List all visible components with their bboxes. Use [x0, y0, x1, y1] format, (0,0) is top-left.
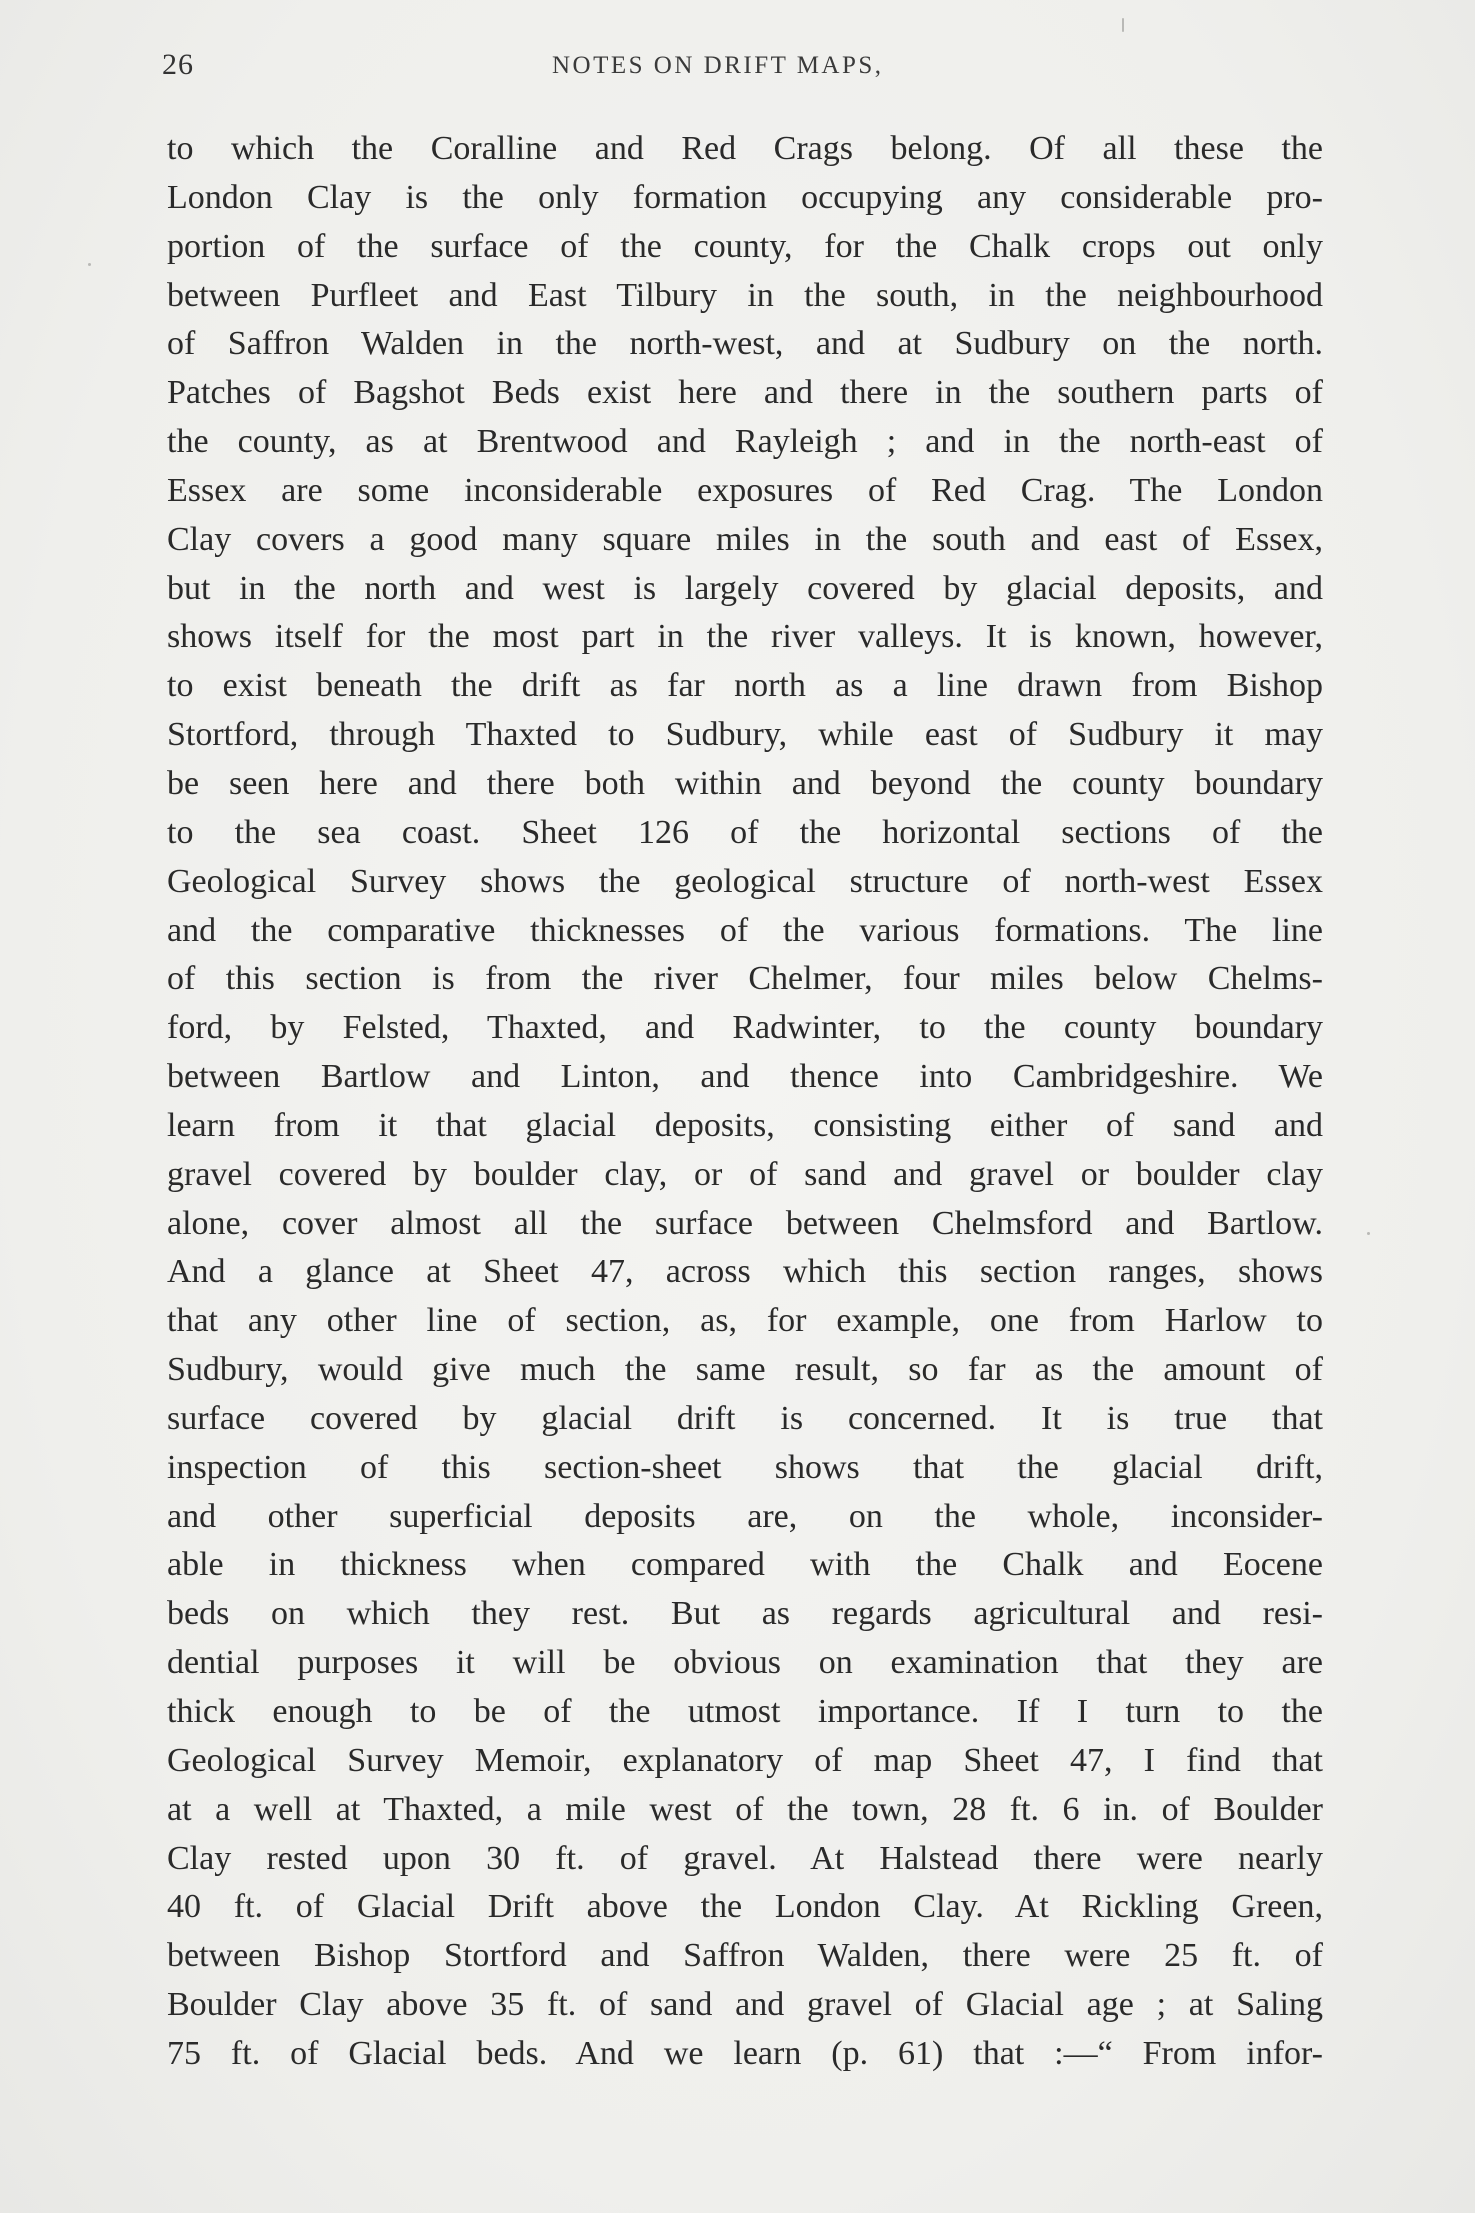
text-line: the county, as at Brentwood and Rayleigh ; and in the north-east of: [167, 423, 1323, 461]
text-line: thick enough to be of the utmost importance. If I turn to the: [167, 1693, 1323, 1730]
text-line: London Clay is the only formation occupying any considerable pro-: [167, 178, 1323, 216]
text-line: surface covered by glacial drift is concerned. It is true that: [167, 1399, 1323, 1437]
text-line: between Bishop Stortford and Saffron Walden, there were 25 ft. of: [167, 1937, 1323, 1975]
text-line: at a well at Thaxted, a mile west of the town, 28 ft. 6 in. of Boulder: [167, 1790, 1323, 1828]
text-line: Clay rested upon 30 ft. of gravel. At Halstead there were nearly: [167, 1839, 1323, 1877]
text-line: gravel covered by boulder clay, or of sand and gravel or boulder clay: [167, 1155, 1323, 1193]
text-line: Boulder Clay above 35 ft. of sand and gravel of Glacial age ; at Saling: [167, 1986, 1323, 2024]
text-line: Geological Survey Memoir, explanatory of map Sheet 47, I find that: [167, 1741, 1323, 1779]
text-line: and the comparative thicknesses of the various formations. The line: [167, 911, 1323, 949]
text-line: Geological Survey shows the geological structure of north-west Essex: [167, 862, 1323, 900]
page-header: [162, 48, 1322, 88]
text-line: portion of the surface of the county, for the Chalk crops out only: [167, 227, 1323, 265]
text-line: and other superficial deposits are, on the whole, inconsider-: [167, 1497, 1323, 1535]
body-paragraph: [167, 125, 1323, 2079]
paper-speck: [88, 263, 91, 266]
text-line: between Bartlow and Linton, and thence into Cambridgeshire. We: [167, 1058, 1323, 1096]
text-line: Clay covers a good many square miles in the south and east of Essex,: [167, 520, 1323, 558]
text-line: of Saffron Walden in the north-west, and at Sudbury on the north.: [167, 325, 1323, 363]
text-line: And a glance at Sheet 47, across which this section ranges, shows: [167, 1253, 1323, 1291]
text-line: learn from it that glacial deposits, consisting either of sand and: [167, 1106, 1323, 1144]
text-line: ford, by Felsted, Thaxted, and Radwinter, to the county boundary: [167, 1009, 1323, 1047]
page-number: 26: [162, 48, 194, 81]
text-line: to which the Coralline and Red Crags belong. Of all these the: [167, 130, 1323, 167]
text-line: Essex are some inconsiderable exposures of Red Crag. The London: [167, 471, 1323, 509]
text-line: but in the north and west is largely covered by glacial deposits, and: [167, 569, 1323, 607]
paper-speck: [1367, 1232, 1370, 1235]
text-line: 75 ft. of Glacial beds. And we learn (p. 61) that :—“ From infor-: [167, 2034, 1323, 2072]
text-line: between Purfleet and East Tilbury in the south, in the neighbourhood: [167, 276, 1323, 314]
text-line: beds on which they rest. But as regards agricultural and resi-: [167, 1595, 1323, 1633]
text-line: able in thickness when compared with the Chalk and Eocene: [167, 1546, 1323, 1584]
text-line: to the sea coast. Sheet 126 of the horizontal sections of the: [167, 813, 1323, 851]
paper-speck: [1122, 18, 1124, 32]
text-line: alone, cover almost all the surface between Chelmsford and Bartlow.: [167, 1204, 1323, 1242]
text-line: be seen here and there both within and beyond the county boundary: [167, 764, 1323, 802]
text-line: inspection of this section-sheet shows that the glacial drift,: [167, 1448, 1323, 1486]
text-line: 40 ft. of Glacial Drift above the London Clay. At Rickling Green,: [167, 1888, 1323, 1926]
text-line: dential purposes it will be obvious on examination that they are: [167, 1644, 1323, 1682]
text-line: Stortford, through Thaxted to Sudbury, while east of Sudbury it may: [167, 716, 1323, 754]
running-title: NOTES ON DRIFT MAPS,: [552, 52, 884, 79]
text-line: shows itself for the most part in the river valleys. It is known, however,: [167, 618, 1323, 656]
text-line: of this section is from the river Chelmer, four miles below Chelms-: [167, 960, 1323, 998]
text-line: Sudbury, would give much the same result, so far as the amount of: [167, 1351, 1323, 1389]
text-line: that any other line of section, as, for example, one from Harlow to: [167, 1302, 1323, 1340]
text-line: to exist beneath the drift as far north as a line drawn from Bishop: [167, 667, 1323, 705]
text-line: Patches of Bagshot Beds exist here and there in the southern parts of: [167, 374, 1323, 412]
